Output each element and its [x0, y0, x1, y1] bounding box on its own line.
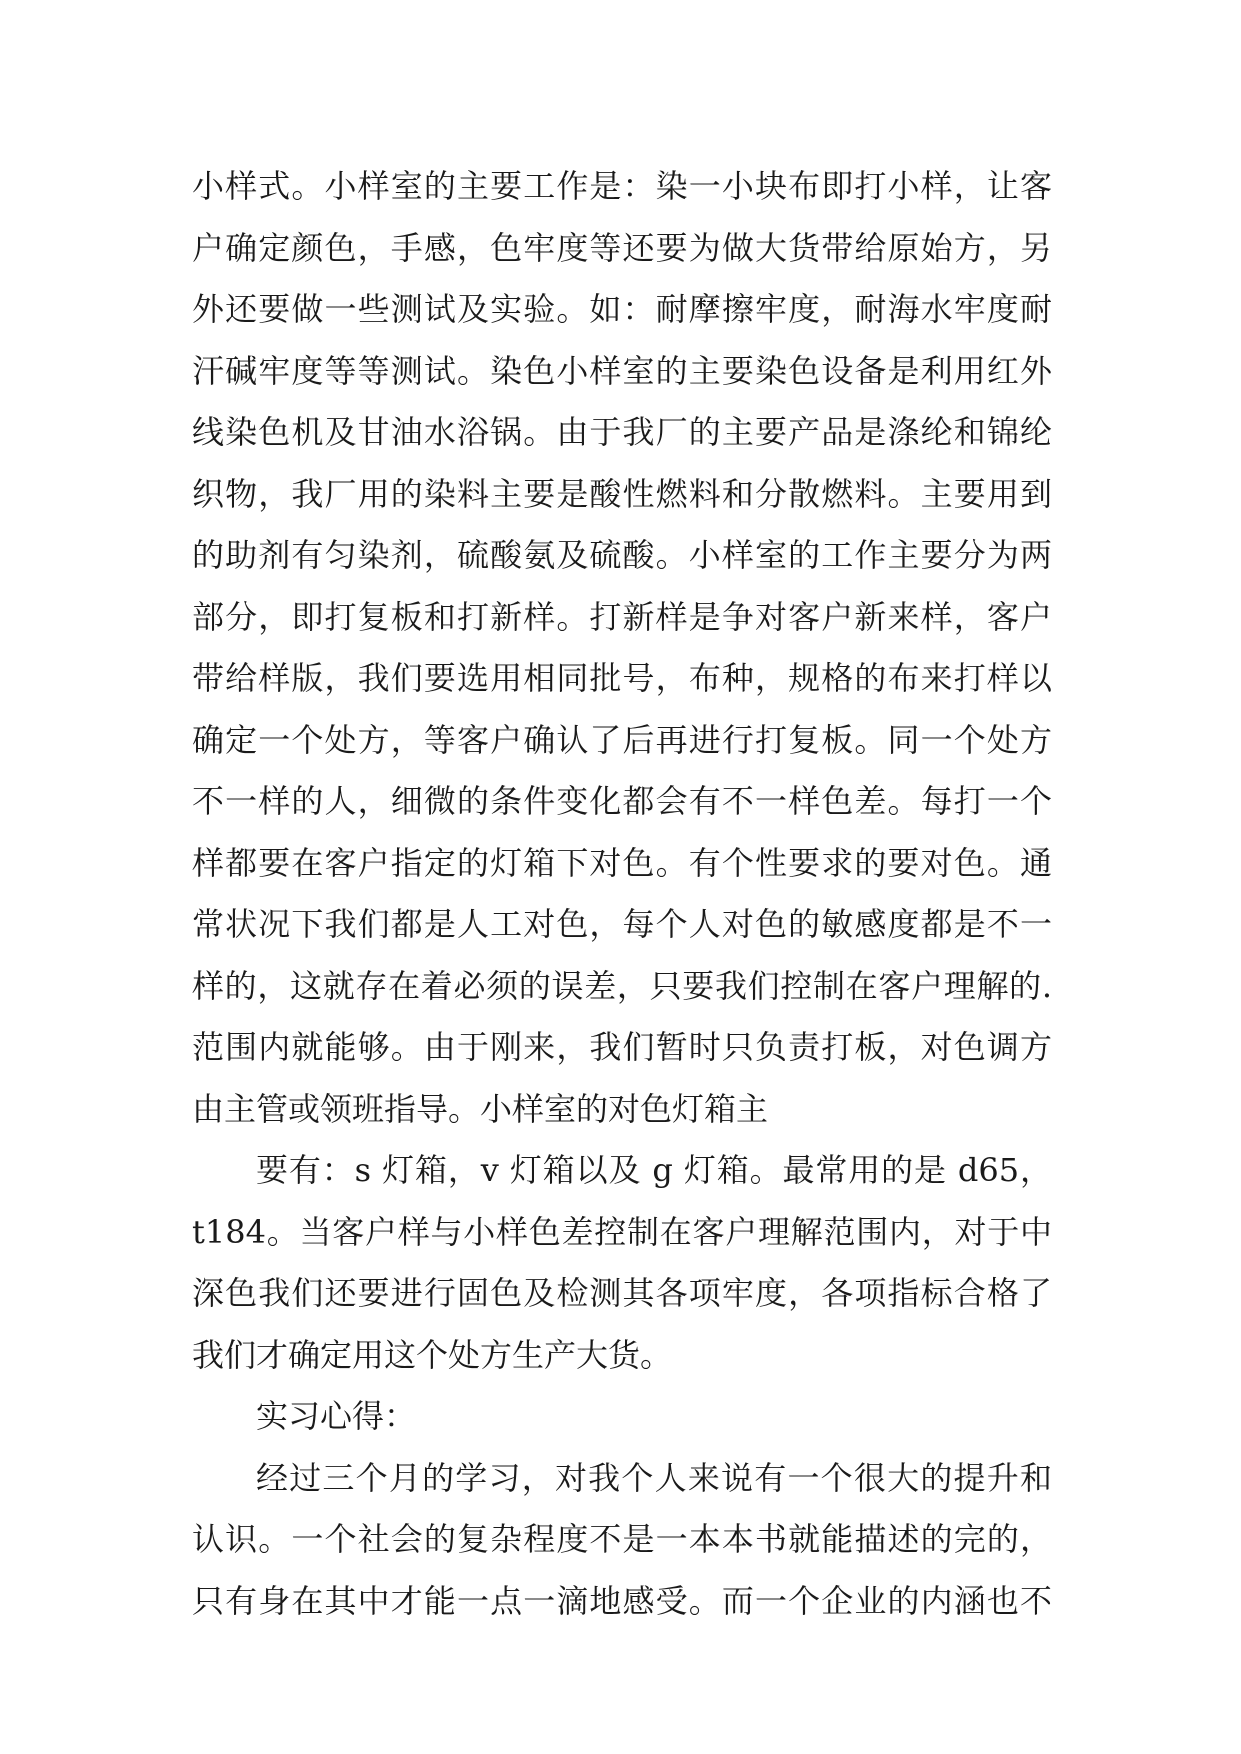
text-line: 由主管或领班指导。小样室的对色灯箱主: [192, 1089, 769, 1128]
text-line: 不一样的人，细微的条件变化都会有不一样色差。每打一个: [192, 782, 1052, 820]
text-line: 认识。一个社会的复杂程度不是一本本书就能描述的完的，: [192, 1520, 1052, 1558]
text-line: 只有身在其中才能一点一滴地感受。而一个企业的内涵也不: [192, 1581, 1052, 1620]
text-line: 确定一个处方，等客户确认了后再进行打复板。同一个处方: [192, 720, 1052, 759]
text-line: 常状况下我们都是人工对色，每个人对色的敏感度都是不一: [192, 905, 1052, 943]
text-line: 深色我们还要进行固色及检测其各项牢度，各项指标合格了: [192, 1274, 1052, 1312]
text-line: 要有：s 灯箱，v 灯箱以及 g 灯箱。最常用的是 d65，: [256, 1151, 1052, 1189]
text-line: 汗碱牢度等等测试。染色小样室的主要染色设备是利用红外: [192, 351, 1052, 390]
text-line: 样都要在客户指定的灯箱下对色。有个性要求的要对色。通: [192, 843, 1052, 882]
text-line: 范围内就能够。由于刚来，我们暂时只负责打板，对色调方: [192, 1028, 1052, 1066]
text-line: 小样式。小样室的主要工作是：染一小块布即打小样，让客: [192, 167, 1052, 205]
section-heading: 实习心得：: [256, 1397, 417, 1435]
text-line: 样的，这就存在着必须的误差，只要我们控制在客户理解的.: [192, 966, 1052, 1005]
body-text: [192, 156, 1052, 1632]
text-line: 户确定颜色，手感，色牢度等还要为做大货带给原始方，另: [192, 228, 1052, 267]
text-line: t184。当客户样与小样色差控制在客户理解范围内，对于中: [192, 1212, 1052, 1251]
text-line: 带给样版，我们要选用相同批号，布种，规格的布来打样以: [192, 659, 1052, 697]
text-line: 线染色机及甘油水浴锅。由于我厂的主要产品是涤纶和锦纶: [192, 413, 1052, 451]
text-line: 织物，我厂用的染料主要是酸性燃料和分散燃料。主要用到: [192, 474, 1052, 513]
text-line: 部分，即打复板和打新样。打新样是争对客户新来样，客户: [192, 597, 1052, 636]
text-line: 我们才确定用这个处方生产大货。: [192, 1335, 673, 1374]
text-line: 外还要做一些测试及实验。如：耐摩擦牢度，耐海水牢度耐: [192, 290, 1052, 328]
text-line: 经过三个月的学习，对我个人来说有一个很大的提升和: [256, 1458, 1052, 1497]
text-line: 的助剂有匀染剂，硫酸氨及硫酸。小样室的工作主要分为两: [192, 536, 1052, 574]
